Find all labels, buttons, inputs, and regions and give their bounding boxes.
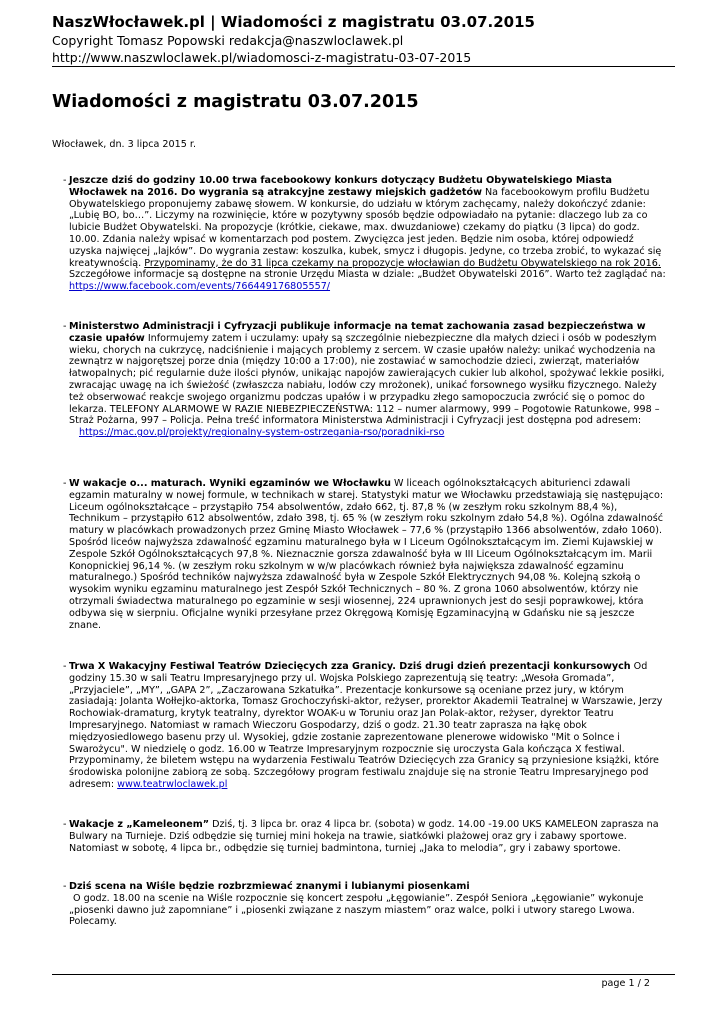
item-body: Dziś, tj. 3 lipca br. oraz 4 lipca br. (sobota) w godz. 14.00 -19.00 UKS KAMELEON zaprasza na Bulwary na Turnieje. Dziś odbędzie się turniej mini hokeja na trawie, siatkówki plażowej oraz gry i zabawy sportowe. Natomiast w sobotę, 4 lipca br., odbędzie się turniej badmintona, turniej „Jaka to melodia”, gry i zabawy sportowe.	[69, 819, 659, 854]
news-item	[63, 819, 669, 854]
item-body: Szczegółowe informacje są dostępne na stronie Urzędu Miasta w dziale: „Budżet Obywatelski 2016”. Warto też zaglądać na:	[69, 269, 666, 281]
item-heading: Ministerstwo Administracji i Cyfryzacji publikuje informacje na temat zachowania zasad bezpieczeństwa w czasie upałów	[69, 321, 646, 344]
item-underlined-text: Przypominamy, że do 31 lipca czekamy na propozycje włocławian do Budżetu Obywatelskiego na rok 2016.	[144, 257, 661, 269]
news-item	[63, 321, 669, 439]
news-item	[63, 661, 669, 791]
page-number: page 1 / 2	[601, 978, 650, 989]
bullet-dash: -	[63, 321, 67, 332]
item-heading: Jeszcze dziś do godziny 10.00 trwa facebookowy konkurs dotyczący Budżetu Obywatelskiego Miasta Włocławek na 2016. Do wygrania są atrakcyjne zestawy miejskich gadżetów	[69, 175, 612, 198]
news-item	[63, 175, 669, 293]
page-title: Wiadomości z magistratu 03.07.2015	[52, 92, 419, 112]
bullet-dash: -	[63, 881, 67, 892]
item-body: O godz. 18.00 na scenie na Wiśle rozpocznie się koncert zespołu „Łęgowianie”. Zespół Seniora „Łęgowianie” wykonuje „piosenki dawno już zapomniane” i „piosenki związane z naszym miastem” oraz walce, polki i utwory starego Lwowa. Polecamy.	[69, 892, 644, 928]
item-body: W liceach ogólnokształcących abiturienci zdawali egzamin maturalny w nowej formule, w technikach w starej. Statystyki matur we Włocławku przedstawiają się następująco: Liceum ogólnokształcące – przystąpiło 754 absolwentów, zdało 662, tj. 87,8 % (w zeszłym roku szkolnym 88,4 %), Technikum – przystąpiło 612 absolwentów, zdało 398, tj. 65 % (w zeszłym roku szkolnym zdało 54,8 %). Ogólna zdawalność matury w placówkach prowadzonych przez Gminę Miasto Włocławek – 77,6 % (przystąpiło 1366 absolwentów, zdało 1060). Spośród liceów najwyższa zdawalność egzaminu maturalnego była w I Liceum Ogólnokształcącym im. Ziemi Kujawskiej w Zespole Szkół Ogólnokształcących 97,8 %. Nieznacznie gorsza zdawalność była w III Liceum Ogólnokształcącym im. Marii Konopnickiej 96,14 %. (w zeszłym roku szkolnym w w/w placówkach również była największa zdawalność egzaminu maturalnego.) Spośród techników najwyższa zdawalność była w Zespole Szkół Elektrycznych 94,08 %. Kolejną szkołą o wysokim wyniku egzaminu maturalnego jest Zespół Szkół Technicznych – 80 %. Z grona 1060 absolwentów, którzy nie otrzymali świadectwa maturalnego po egzaminie w sesji wiosennej, 224 uprawnionych jest do sesji poprawkowej, która odbywa się w sierpniu. Oficjalne wyniki przesyłane przez Okręgową Komisję Egzaminacyjną w Gdańsku nie są jeszcze znane.	[69, 478, 664, 631]
item-heading: W wakacje o... maturach. Wyniki egzaminów we Włocławku	[69, 478, 391, 489]
item-heading: Dziś scena na Wiśle będzie rozbrzmiewać znanymi i lubianymi piosenkami	[69, 881, 470, 892]
news-item	[63, 881, 669, 928]
bullet-dash: -	[63, 661, 67, 672]
document-header	[52, 12, 674, 66]
item-body: Od godziny 15.30 w sali Teatru Impresaryjnego przy ul. Wojska Polskiego zaprezentują się teatry: „Wesoła Gromada”, „Przyjaciele”, „MY”, „GAPA 2”, „Zaczarowana Szkatułka”. Prezentacje konkursowe są oceniane przez jury, w którym zasiadają: Jolanta Wołłejko-aktorka, Tomasz Grochoczyński-aktor, reżyser, prorektor Akademii Teatralnej w Warszawie, Jerzy Rochowiak-dramaturg, krytyk teatralny, dyrektor WOAK-u w Toruniu oraz Jan Polak-aktor, reżyser, dyrektor Teatru Impresaryjnego. Natomiast w ramach Wieczoru Gospodarzy, dziś o godz. 21.30 teatr zaprasza na łąkę obok międzyosiedlowego basenu przy ul. Wysokiej, gdzie zostanie zaprezentowane plenerowe widowisko "Mit o Solnce i Swarożycu". W niedzielę o godz. 16.00 w Teatrze Impresaryjnym rozpocznie się uroczysta Gala kończąca X festiwal. Przypominamy, że biletem wstępu na wydarzenia Festiwalu Teatrów Dziecięcych zza Granicy są przyniesione książki, które środowiska polonijne zabiorą ze sobą. Szczegółowy program festiwalu znajduje się na stronie Teatru Impresaryjnego pod adresem:	[69, 661, 663, 790]
news-item	[63, 478, 669, 631]
header-divider	[52, 66, 675, 67]
dateline: Włocławek, dn. 3 lipca 2015 r.	[52, 139, 196, 150]
item-heading: Wakacje z „Kameleonem”	[69, 819, 210, 830]
bullet-dash: -	[63, 175, 67, 186]
bullet-dash: -	[63, 478, 67, 489]
bullet-dash: -	[63, 819, 67, 830]
mac-gov-link[interactable]: https://mac.gov.pl/projekty/regionalny-system-ostrzegania-rso/poradniki-rso	[79, 427, 445, 439]
item-heading: Trwa X Wakacyjny Festiwal Teatrów Dziecięcych zza Granicy. Dziś drugi dzień prezentacji konkursowych	[69, 661, 631, 672]
site-title: NaszWłocławek.pl | Wiadomości z magistratu 03.07.2015	[52, 13, 535, 31]
theatre-website-link[interactable]: www.teatrwloclawek.pl	[117, 778, 228, 790]
copyright-line: Copyright Tomasz Popowski redakcja@naszwloclawek.pl	[52, 33, 404, 48]
footer-divider	[52, 974, 675, 975]
facebook-event-link[interactable]: https://www.facebook.com/events/766449176805557/	[69, 281, 331, 293]
item-body: Informujemy zatem i uczulamy: upały są szczególnie niebezpieczne dla małych dzieci i osób w podeszłym wieku, chorych na cukrzycę, nadciśnienie i mających problemy z sercem. W czasie upałów należy: unikać wychodzenia na zewnątrz w najgorętszej porze dnia (między 10:00 a 17:00), nie zostawiać w samochodzie dzieci, zwierząt, materiałów łatwopalnych; pić regularnie duże ilości płynów, unikając napojów zawierających cukier lub alkohol, spożywać lekkie posiłki, zwracając uwagę na ich świeżość (zwłaszcza nabiału, lodów czy mrożonek), unikać forsownego wysiłku fizycznego. Należy też obserwować reakcje swojego organizmu podczas upałów i w przypadku złego samopoczucia zwrócić się o pomoc do lekarza. TELEFONY ALARMOWE W RAZIE NIEBEZPIECZEŃSTWA: 112 – numer alarmowy, 999 – Pogotowie Ratunkowe, 998 – Straż Pożarna, 997 – Policja. Pełna treść informatora Ministerstwa Administracji i Cyfryzacji jest dostępna pod adresem:	[69, 332, 665, 427]
source-url: http://www.naszwloclawek.pl/wiadomosci-z-magistratu-03-07-2015	[52, 50, 472, 65]
item-body: Na facebookowym profilu Budżetu Obywatelskiego proponujemy zabawę słowem. W konkursie, do udziału w którym zachęcamy, należy dokończyć zdanie: „Lubię BO, bo…”. Liczymy na rozwinięcie, które w pozytywny sposób będzie odpowiadało na pytanie: dlaczego lub za co lubicie Budżet Obywatelski. Na propozycje (krótkie, ciekawe, max. dwuzdaniowe) czekamy do piątku (3 lipca) do godz. 10.00. Zdania należy wpisać w komentarzach pod postem. Zwycięzca jest jeden. Będzie nim osoba, której odpowiedź uzyska najwięcej „lajków”. Do wygrania zestaw: koszulka, kubek, smycz i długopis. Jedyne, co trzeba zrobić, to wykazać się kreatywnością.	[69, 186, 662, 269]
